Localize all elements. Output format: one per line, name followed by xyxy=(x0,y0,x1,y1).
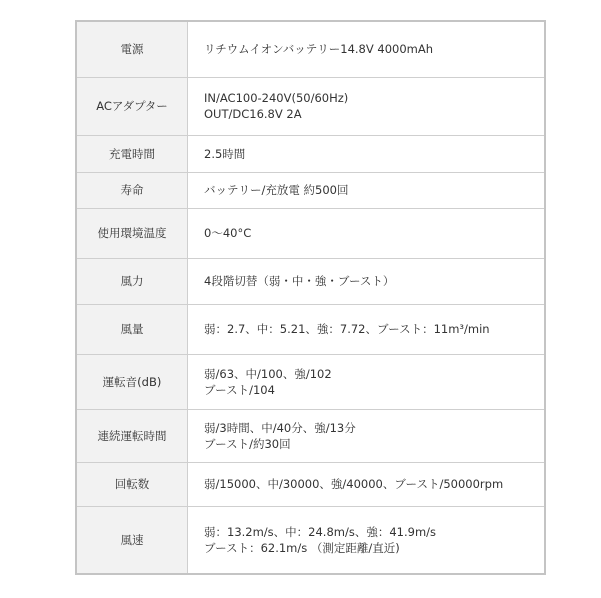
value-line: 0〜40°C xyxy=(204,226,252,240)
table-row xyxy=(77,304,544,354)
row-label: 充電時間 xyxy=(77,135,188,172)
value-line: 弱：2.7、中：5.21、強：7.72、ブースト：11m³/min xyxy=(204,322,490,336)
value-line: 4段階切替（弱・中・強・ブースト） xyxy=(204,274,395,288)
value-line: 弱/63、中/100、強/102 xyxy=(204,366,332,381)
value-line: 弱/3時間、中/40分、強/13分 xyxy=(204,420,356,435)
value-line: 弱：13.2m/s、中：24.8m/s、強：41.9m/s xyxy=(204,524,437,539)
row-value xyxy=(188,304,545,354)
spec-table-frame xyxy=(75,20,546,575)
table-row xyxy=(77,462,544,506)
row-label: 使用環境温度 xyxy=(77,208,188,258)
row-label: 運転音(dB) xyxy=(77,354,188,409)
value-line: リチウムイオンバッテリー14.8V 4000mAh xyxy=(204,42,434,57)
row-value xyxy=(188,77,545,135)
table-row xyxy=(77,506,544,573)
table-row xyxy=(77,77,544,135)
row-value xyxy=(188,462,545,506)
row-value xyxy=(188,135,545,172)
table-row xyxy=(77,409,544,462)
row-value xyxy=(188,172,545,208)
table-row xyxy=(77,354,544,409)
row-value xyxy=(188,354,545,409)
row-label: 連続運転時間 xyxy=(77,409,188,462)
value-line: IN/AC100-240V(50/60Hz) xyxy=(204,91,349,105)
row-label: ACアダプター xyxy=(77,77,188,135)
value-line: OUT/DC16.8V 2A xyxy=(204,107,302,121)
row-value xyxy=(188,208,545,258)
row-value xyxy=(188,22,545,77)
row-label: 回転数 xyxy=(77,462,188,506)
table-row xyxy=(77,22,544,77)
value-line: バッテリー/充放電 約500回 xyxy=(204,183,349,197)
value-line: ブースト/104 xyxy=(204,382,275,397)
value-line: ブースト/約30回 xyxy=(204,436,291,451)
table-row xyxy=(77,135,544,172)
table-row xyxy=(77,172,544,208)
spec-table xyxy=(77,22,544,573)
row-value xyxy=(188,258,545,304)
row-label: 風速 xyxy=(77,506,188,573)
row-label: 電源 xyxy=(77,22,188,77)
row-value xyxy=(188,506,545,573)
value-line: 2.5時間 xyxy=(204,146,246,161)
row-label: 風力 xyxy=(77,258,188,304)
row-label: 風量 xyxy=(77,304,188,354)
value-line: 弱/15000、中/30000、強/40000、ブースト/50000rpm xyxy=(204,477,504,491)
row-label: 寿命 xyxy=(77,172,188,208)
table-row xyxy=(77,258,544,304)
value-line: ブースト：62.1m/s （測定距離/直近) xyxy=(204,540,400,555)
row-value xyxy=(188,409,545,462)
table-row xyxy=(77,208,544,258)
